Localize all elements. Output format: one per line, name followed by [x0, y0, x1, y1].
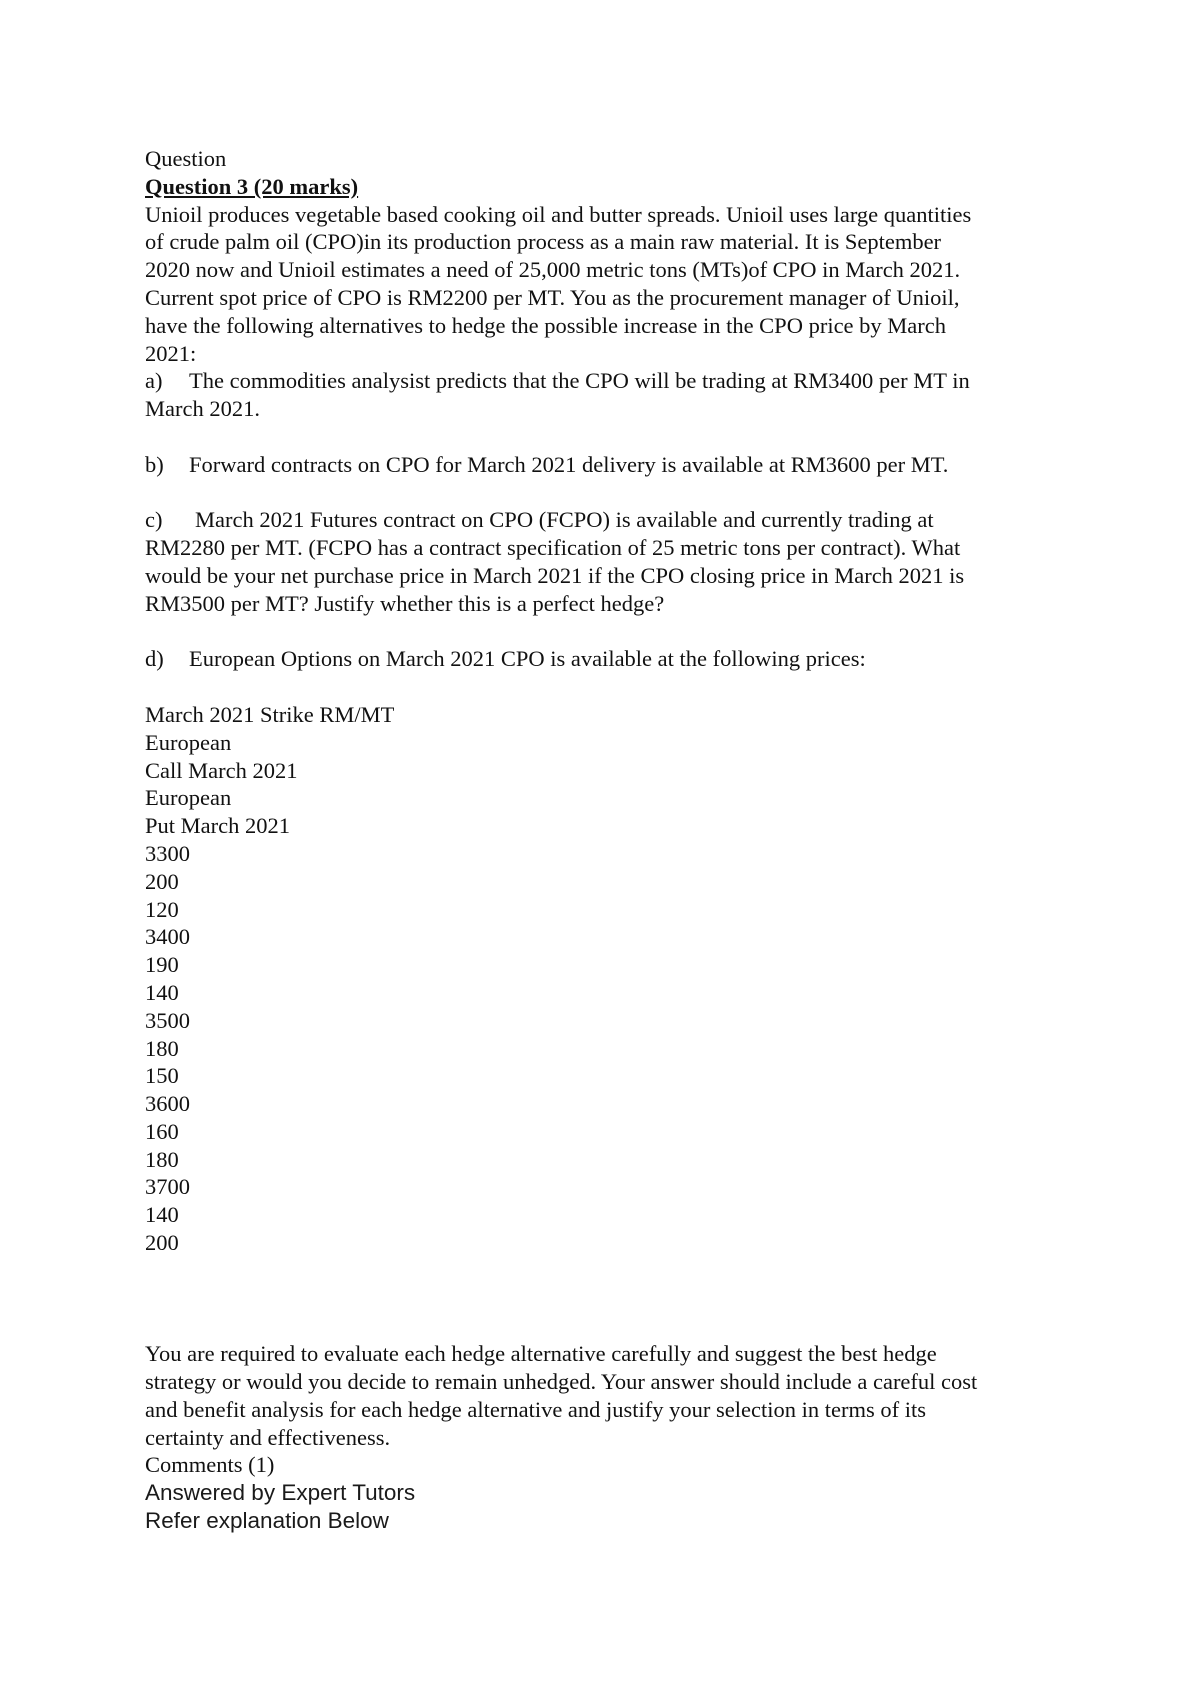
item-b-label: b): [145, 451, 164, 477]
document-page: [145, 145, 1065, 1535]
item-b: [145, 451, 1065, 479]
item-b-text: Forward contracts on CPO for March 2021 delivery is available at RM3600 per MT.: [189, 451, 949, 477]
item-a: [145, 367, 1065, 423]
item-d-label: d): [145, 646, 164, 672]
table-header: European: [145, 785, 232, 811]
table-header: Put March 2021: [145, 813, 290, 839]
intro-line: 2020 now and Unioil estimates a need of 25,000 metric tons (MTs)of CPO in March 2021.: [145, 257, 961, 283]
intro-line: Unioil produces vegetable based cooking oil and butter spreads. Unioil uses large quantities: [145, 201, 972, 227]
table-cell: 180: [145, 1146, 179, 1172]
item-c-text: RM3500 per MT? Justify whether this is a perfect hedge?: [145, 590, 665, 616]
comments-link[interactable]: Comments (1): [145, 1452, 275, 1478]
item-c-text: RM2280 per MT. (FCPO has a contract specification of 25 metric tons per contract). What: [145, 535, 961, 561]
table-cell: 120: [145, 896, 179, 922]
table-cell: 3300: [145, 840, 190, 866]
closing-line: strategy or would you decide to remain unhedged. Your answer should include a careful cost: [145, 1369, 978, 1395]
table-header: European: [145, 729, 232, 755]
table-cell: 140: [145, 979, 179, 1005]
table-cell: 140: [145, 1202, 179, 1228]
item-d-text: European Options on March 2021 CPO is available at the following prices:: [189, 646, 866, 672]
table-cell: 200: [145, 868, 179, 894]
table-header: Call March 2021: [145, 757, 298, 783]
table-cell: 3500: [145, 1007, 190, 1033]
question-label: Question: [145, 146, 227, 171]
intro-line: 2021:: [145, 340, 197, 366]
table-cell: 3600: [145, 1091, 190, 1117]
options-table: [145, 701, 1065, 1257]
closing-line: You are required to evaluate each hedge alternative carefully and suggest the best hedge: [145, 1341, 937, 1367]
item-c: [145, 506, 1065, 617]
table-cell: 3400: [145, 924, 190, 950]
intro-line: Current spot price of CPO is RM2200 per MT. You as the procurement manager of Unioil,: [145, 284, 960, 310]
question-heading: Question 3 (20 marks): [145, 173, 359, 199]
item-c-text: would be your net purchase price in March 2021 if the CPO closing price in March 2021 is: [145, 562, 965, 588]
closing-paragraph: [145, 1340, 1065, 1451]
table-cell: 3700: [145, 1174, 190, 1200]
table-header: March 2021 Strike RM/MT: [145, 701, 395, 727]
table-cell: 200: [145, 1230, 179, 1256]
item-d: [145, 645, 1065, 673]
item-a-text: The commodities analysist predicts that the CPO will be trading at RM3400 per MT in: [189, 368, 970, 394]
item-a-text: March 2021.: [145, 396, 260, 422]
table-cell: 160: [145, 1118, 179, 1144]
item-c-text: March 2021 Futures contract on CPO (FCPO) is available and currently trading at: [195, 507, 934, 533]
table-cell: 180: [145, 1035, 179, 1061]
answered-by: Answered by Expert Tutors: [145, 1480, 416, 1506]
intro-line: of crude palm oil (CPO)in its production process as a main raw material. It is September: [145, 229, 942, 255]
item-c-label: c): [145, 507, 163, 533]
refer-explanation: Refer explanation Below: [145, 1508, 389, 1534]
intro-line: have the following alternatives to hedge the possible increase in the CPO price by March: [145, 312, 947, 338]
closing-line: and benefit analysis for each hedge alternative and justify your selection in terms of its: [145, 1396, 926, 1422]
table-cell: 150: [145, 1063, 179, 1089]
intro-paragraph: [145, 201, 1065, 368]
item-a-label: a): [145, 368, 163, 394]
closing-line: certainty and effectiveness.: [145, 1424, 391, 1450]
table-cell: 190: [145, 952, 179, 978]
